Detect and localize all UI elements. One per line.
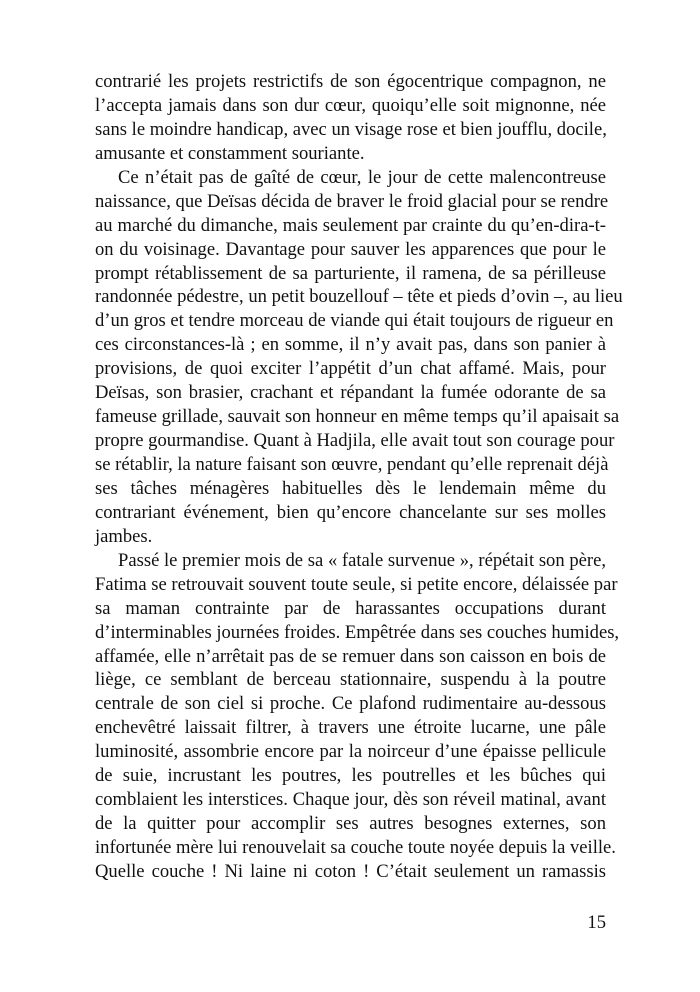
- text-line: luminosité, assombrie encore par la noirceur d’une épaisse pellicule: [95, 741, 606, 763]
- text-line: au marché du dimanche, mais seulement par crainte du qu’en-dira-t-: [95, 214, 606, 236]
- text-line: d’interminables journées froides. Empêtrée dans ses couches humides,: [95, 621, 620, 643]
- text-line: comblaient les interstices. Chaque jour, dès son réveil matinal, avant: [95, 789, 606, 811]
- text-line: Ce n’était pas de gaîté de cœur, le jour de cette malencontreuse: [118, 166, 606, 188]
- text-line: d’un gros et tendre morceau de viande qui était toujours de rigueur en: [95, 310, 614, 332]
- text-line: ces circonstances-là ; en somme, il n’y avait pas, dans son panier à: [95, 334, 606, 356]
- text-line: se rétablir, la nature faisant son œuvre, pendant qu’elle reprenait déjà: [95, 454, 609, 475]
- text-line: enchevêtré laissait filtrer, à travers une étroite lucarne, une pâle: [95, 717, 606, 739]
- text-line: contrarié les projets restrictifs de son égocentrique compagnon, ne: [95, 71, 606, 92]
- text-line: sa maman contrainte par de harassantes occupations durant: [95, 597, 606, 619]
- text-line: ses tâches ménagères habituelles dès le lendemain même du: [95, 477, 606, 499]
- text-line: centrale de son ciel si proche. Ce plafond rudimentaire au-dessous: [95, 693, 606, 715]
- page-number: 15: [587, 912, 606, 933]
- text-line: infortunée mère lui renouvelait sa couche toute noyée depuis la veille.: [95, 837, 616, 858]
- body-text: [95, 70, 623, 884]
- text-line: affamée, elle n’arrêtait pas de se remuer dans son caisson en bois de: [95, 645, 606, 667]
- text-line: liège, ce semblant de berceau stationnaire, suspendu à la poutre: [95, 669, 606, 691]
- text-line: on du voisinage. Davantage pour sauver les apparences que pour le: [95, 238, 606, 260]
- paragraph-1: [95, 70, 606, 166]
- text-line: fameuse grillade, sauvait son honneur en même temps qu’il apaisait sa: [95, 406, 620, 428]
- text-line: Quelle couche ! Ni laine ni coton ! C’était seulement un ramassis: [95, 860, 606, 882]
- text-line: contrariant événement, bien qu’encore chancelante sur ses molles: [95, 501, 606, 523]
- text-line: prompt rétablissement de sa parturiente, il ramena, de sa périlleuse: [95, 262, 606, 284]
- text-line: jambes.: [95, 525, 153, 547]
- text-line: Deïsas, son brasier, crachant et répandant la fumée odorante de sa: [95, 382, 606, 404]
- paragraph-2: [95, 166, 623, 549]
- text-line: Passé le premier mois de sa « fatale survenue », répétait son père,: [118, 549, 606, 571]
- text-line: provisions, de quoi exciter l’appétit d’un chat affamé. Mais, pour: [95, 358, 606, 380]
- text-line: propre gourmandise. Quant à Hadjila, elle avait tout son courage pour: [95, 430, 615, 452]
- text-line: de suie, incrustant les poutres, les poutrelles et les bûches qui: [95, 765, 606, 787]
- text-line: randonnée pédestre, un petit bouzellouf – tête et pieds d’ovin –, au lieu: [95, 286, 623, 308]
- text-line: l’accepta jamais dans son dur cœur, quoiqu’elle soit mignonne, née: [95, 94, 606, 116]
- text-line: naissance, que Deïsas décida de braver le froid glacial pour se rendre: [95, 190, 609, 212]
- text-line: amusante et constamment souriante.: [95, 142, 365, 164]
- text-line: de la quitter pour accomplir ses autres besognes externes, son: [95, 813, 606, 835]
- text-line: sans le moindre handicap, avec un visage rose et bien joufflu, docile,: [95, 118, 607, 140]
- paragraph-3: [95, 549, 620, 884]
- text-line: Fatima se retrouvait souvent toute seule, si petite encore, délaissée par: [95, 573, 618, 595]
